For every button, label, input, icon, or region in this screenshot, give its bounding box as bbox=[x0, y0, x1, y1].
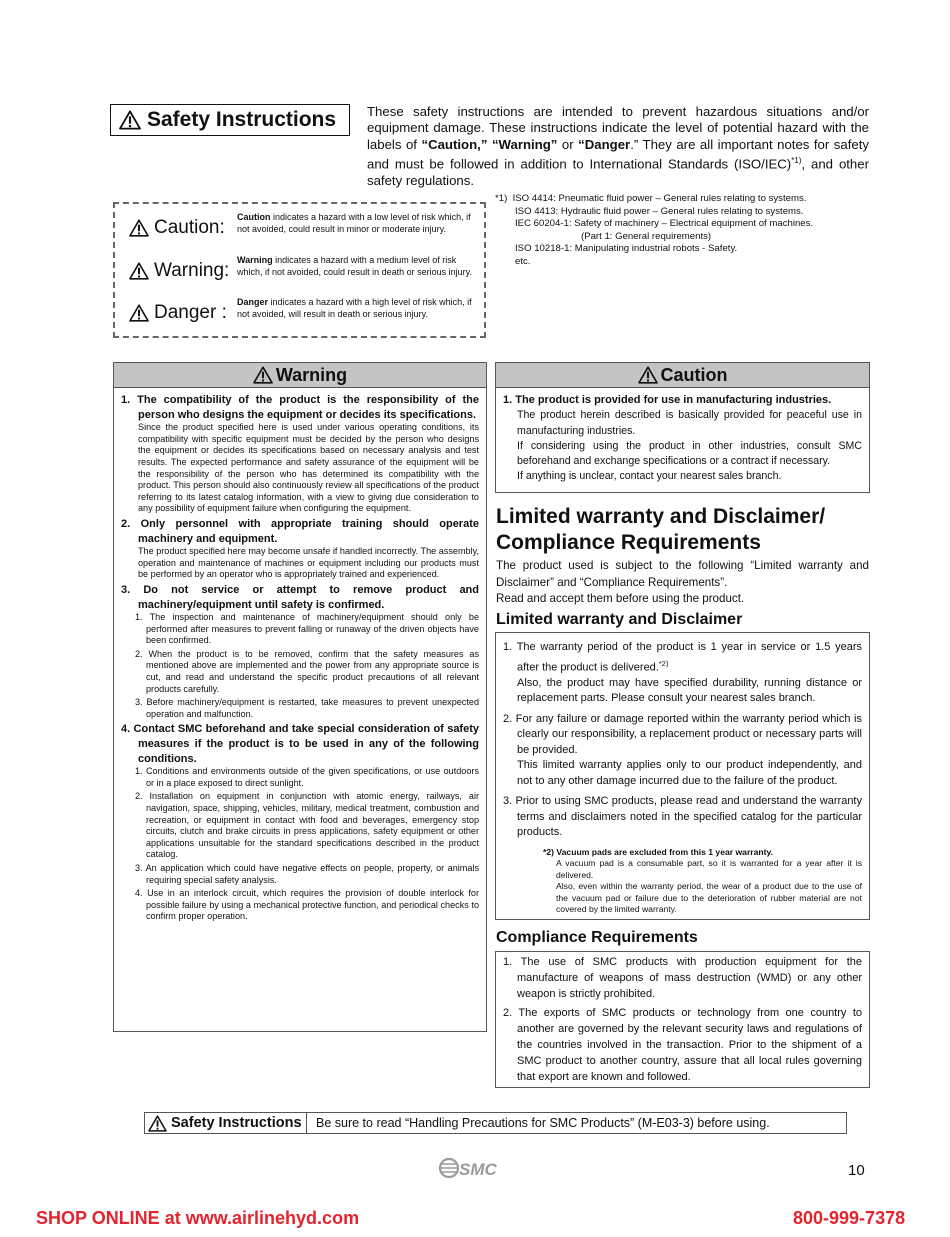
footer-safety-label-cell bbox=[145, 1113, 307, 1133]
level-desc: indicates a hazard with a low level of risk which, if not avoided, could result in minor or moderate injury. bbox=[237, 212, 471, 234]
warning-item-text: Since the product specified here is used under various operating conditions, its compatibility with specific equipment must be decided by the person who designs the equipment or decides its specifications based on necessary analysis and test results. The expected performance and safety assurance of the equipment will be the responsibility of the person who has determined its compatibility with the product. This person should also continuously review all specifications of the product referring to its latest catalog information, with a view to giving due consideration to any possibility of equipment failure when configuring the equipment. bbox=[138, 422, 479, 514]
intro-danger: “Danger bbox=[578, 136, 631, 152]
hazard-levels-box bbox=[113, 202, 486, 338]
level-term: Danger bbox=[237, 297, 269, 307]
warning-box bbox=[113, 362, 487, 1032]
warning-subitem: 2. Installation on equipment in conjunction with atomic energy, railways, air navigation, space, shipping, vehicles, military, medical treatment, combustion and recreation, or equipment in contact with food and beverages, emergency stop circuits, clutch and brake circuits in press applications, safety equipment or other applications unsuitable for the standard specifications described in the product catalog. bbox=[135, 791, 479, 860]
phone-number[interactable]: 800-999-7378 bbox=[793, 1208, 906, 1228]
note-title: *2) Vacuum pads are excluded from this 1 year warranty. bbox=[543, 846, 774, 857]
intro-warning: “Warning” bbox=[491, 136, 558, 152]
intro-text: These safety instructions are intended to prevent hazardous situations and/or equipment damage. These instructions indicate the level of potential hazard with the labels of bbox=[367, 104, 869, 152]
warning-subitem: 3. Before machinery/equipment is restarted, take measures to prevent unexpected operation and malfunction. bbox=[135, 697, 479, 719]
footnote-ref: *2) bbox=[658, 658, 669, 668]
intro-paragraph bbox=[367, 104, 869, 189]
note-line: A vacuum pad is a consumable part, so it is warranted for a year after it is delivered. bbox=[556, 858, 862, 880]
smc-logo-icon bbox=[438, 1157, 502, 1179]
warning-triangle-icon bbox=[638, 366, 658, 384]
level-caution-name bbox=[129, 212, 237, 239]
intro-line: Read and accept them before using the product. bbox=[496, 592, 745, 605]
note-line: Also, even within the warranty period, the wear of a product due to the use of the vacuum pad or failure due to the deterioration of rubber material are not covered by the limited warranty. bbox=[556, 881, 862, 915]
level-warning-name bbox=[129, 255, 237, 282]
compliance-item: 2. The exports of SMC products or technology from one country to another are governed by the relevant security laws and regulations of the countries involved in the transaction. Prior to the shipment of a SMC product to another country, assure that all local rules governing that export are known and followed. bbox=[503, 1007, 862, 1083]
limited-warranty-heading: Limited warranty and Disclaimer/ Compliance Requirements bbox=[496, 505, 826, 554]
level-name: Danger : bbox=[154, 302, 227, 323]
warning-subitem: 4. Use in an interlock circuit, which requires the provision of double interlock for possible failure by using a mechanical protective function, and periodical checks to confirm proper operation. bbox=[135, 888, 479, 922]
level-term: Warning bbox=[237, 255, 273, 265]
warning-triangle-icon bbox=[253, 366, 273, 384]
footer-safety-label: Safety Instructions bbox=[171, 1115, 302, 1131]
level-caution-desc bbox=[237, 212, 472, 235]
footnote-marker: *1) bbox=[495, 193, 508, 204]
compliance-body bbox=[496, 952, 869, 1085]
caution-box-header bbox=[496, 363, 869, 388]
standard-line: ISO 10218-1: Manipulating industrial robots - Safety. bbox=[515, 243, 738, 255]
standard-line: etc. bbox=[515, 255, 531, 267]
warranty-item-text: 3. Prior to using SMC products, please read and understand the warranty terms and disclaimers noted in the specified catalog for the particular products. bbox=[503, 795, 862, 839]
warning-subitem: 2. When the product is to be removed, confirm that the safety measures as mentioned above are implemented and the power from any appropriate source is cut, and read and understand the specific product precautions of all relevant products carefully. bbox=[135, 648, 479, 694]
warning-item-title: 4. Contact SMC beforehand and take special consideration of safety measures if the product is to be used in any of the following conditions. bbox=[121, 723, 479, 765]
intro-text-2: .” They are all important notes for safety and must be followed in addition to International Standards (ISO/IEC) bbox=[367, 136, 869, 172]
intro-caution: “Caution,” bbox=[421, 136, 488, 152]
caution-paragraph: If considering using the product in other industries, consult SMC beforehand and exchange specifications or a contract if necessary. bbox=[517, 439, 862, 468]
warning-header-label: Warning bbox=[275, 364, 348, 385]
limited-warranty-body bbox=[496, 633, 869, 916]
level-warning bbox=[129, 255, 474, 282]
level-term: Caution bbox=[237, 212, 271, 222]
standard-line: ISO 4413: Hydraulic fluid power – General rules relating to systems. bbox=[515, 205, 804, 217]
warranty-item-text: 2. For any failure or damage reported within the warranty period which is clearly our responsibility, a replacement product or necessary parts will be provided. bbox=[503, 712, 862, 756]
warning-triangle-icon bbox=[148, 1115, 167, 1132]
level-danger-desc bbox=[237, 297, 472, 320]
standard-text: ISO 4414: Pneumatic fluid power – General rules relating to systems. bbox=[512, 193, 807, 204]
limited-warranty-subheading: Limited warranty and Disclaimer bbox=[496, 611, 743, 628]
warning-triangle-icon bbox=[129, 262, 149, 280]
safety-instructions-title: Safety Instructions bbox=[147, 108, 337, 131]
limited-warranty-box bbox=[495, 632, 870, 920]
compliance-box bbox=[495, 951, 870, 1088]
warning-item-title: 1. The compatibility of the product is the responsibility of the person who designs the equipment or decides its specifications. bbox=[121, 394, 479, 421]
limited-warranty-intro bbox=[496, 558, 869, 608]
warning-item-title: 2. Only personnel with appropriate training should operate machinery and equipment. bbox=[121, 517, 479, 545]
footer-safety-text: Be sure to read “Handling Precautions for SMC Products” (M-E03-3) before using. bbox=[316, 1116, 770, 1130]
logo-text: SMC bbox=[459, 1160, 497, 1179]
intro-text-3: , and other safety regulations. bbox=[367, 156, 869, 188]
level-warning-desc bbox=[237, 255, 472, 278]
caution-header-label: Caution bbox=[660, 364, 728, 385]
warranty-note bbox=[503, 847, 862, 916]
warning-item-title: 3. Do not service or attempt to remove product and machinery/equipment until safety is confirmed. bbox=[121, 583, 479, 611]
standard-line: (Part 1: General requirements) bbox=[581, 230, 712, 242]
warning-item-text: The product specified here may become unsafe if handled incorrectly. The assembly, operation and maintenance of machines or equipment including our products must be performed by an operator who is appropriately trained and experienced. bbox=[138, 546, 479, 580]
level-desc: indicates a hazard with a high level of risk which, if not avoided, will result in death or serious injury. bbox=[237, 297, 472, 319]
shop-online-link[interactable]: SHOP ONLINE at www.airlinehyd.com bbox=[36, 1208, 360, 1228]
warning-subitem: 1. The inspection and maintenance of machinery/equipment should only be performed after measures to prevent falling or runaway of the driven objects have been confirmed. bbox=[135, 612, 479, 646]
standards-footnote bbox=[495, 193, 875, 269]
intro-footnote-ref: *1) bbox=[791, 155, 802, 165]
warranty-item bbox=[503, 640, 862, 676]
safety-instructions-title-box bbox=[110, 104, 350, 136]
caution-box bbox=[495, 362, 870, 493]
warning-subitem: 1. Conditions and environments outside of the given specifications, or use outdoors or in a place exposed to direct sunlight. bbox=[135, 766, 479, 788]
warranty-item-text: 1. The warranty period of the product is 1 year in service or 1.5 years after the product is delivered. bbox=[503, 641, 862, 674]
intro-line: The product used is subject to the following “Limited warranty and Disclaimer” and “Compliance Requirements”. bbox=[496, 559, 869, 589]
standard-line: IEC 60204-1: Safety of machinery – Electrical equipment of machines. bbox=[515, 218, 814, 230]
warranty-item-extra: This limited warranty applies only to our product independently, and not to any other damage incurred due to the failure of the product. bbox=[517, 759, 862, 787]
page-number: 10 bbox=[848, 1162, 865, 1179]
level-caution bbox=[129, 212, 474, 239]
caution-paragraph: If anything is unclear, contact your nearest sales branch. bbox=[517, 470, 782, 483]
warning-subitem: 3. An application which could have negative effects on people, property, or animals requiring special safety analysis. bbox=[135, 862, 479, 885]
standard-line bbox=[495, 193, 875, 206]
level-danger-name bbox=[129, 297, 237, 324]
level-name: Caution: bbox=[154, 217, 225, 238]
level-danger bbox=[129, 297, 474, 324]
level-name: Warning: bbox=[154, 260, 230, 281]
warning-box-header bbox=[114, 363, 486, 388]
footer-safety-bar bbox=[144, 1112, 847, 1134]
warning-body bbox=[114, 388, 486, 923]
warning-triangle-icon bbox=[129, 304, 149, 322]
caution-item-title: 1. The product is provided for use in manufacturing industries. bbox=[503, 394, 832, 406]
intro-or: or bbox=[557, 136, 579, 152]
warning-triangle-icon bbox=[119, 110, 141, 130]
warranty-item-extra: Also, the product may have specified durability, running distance or replacement parts. Please consult your nearest sales branch. bbox=[517, 676, 862, 705]
warning-triangle-icon bbox=[129, 219, 149, 237]
caution-body bbox=[496, 388, 869, 485]
caution-paragraph: The product herein described is basically provided for peaceful use in manufacturing industries. bbox=[517, 409, 862, 437]
compliance-heading: Compliance Requirements bbox=[496, 929, 698, 946]
level-desc: indicates a hazard with a medium level of risk which, if not avoided, could result in death or serious injury. bbox=[237, 255, 472, 277]
compliance-item: 1. The use of SMC products with production equipment for the manufacture of weapons of mass destruction (WMD) or any other weapon is strictly prohibited. bbox=[503, 956, 862, 1000]
